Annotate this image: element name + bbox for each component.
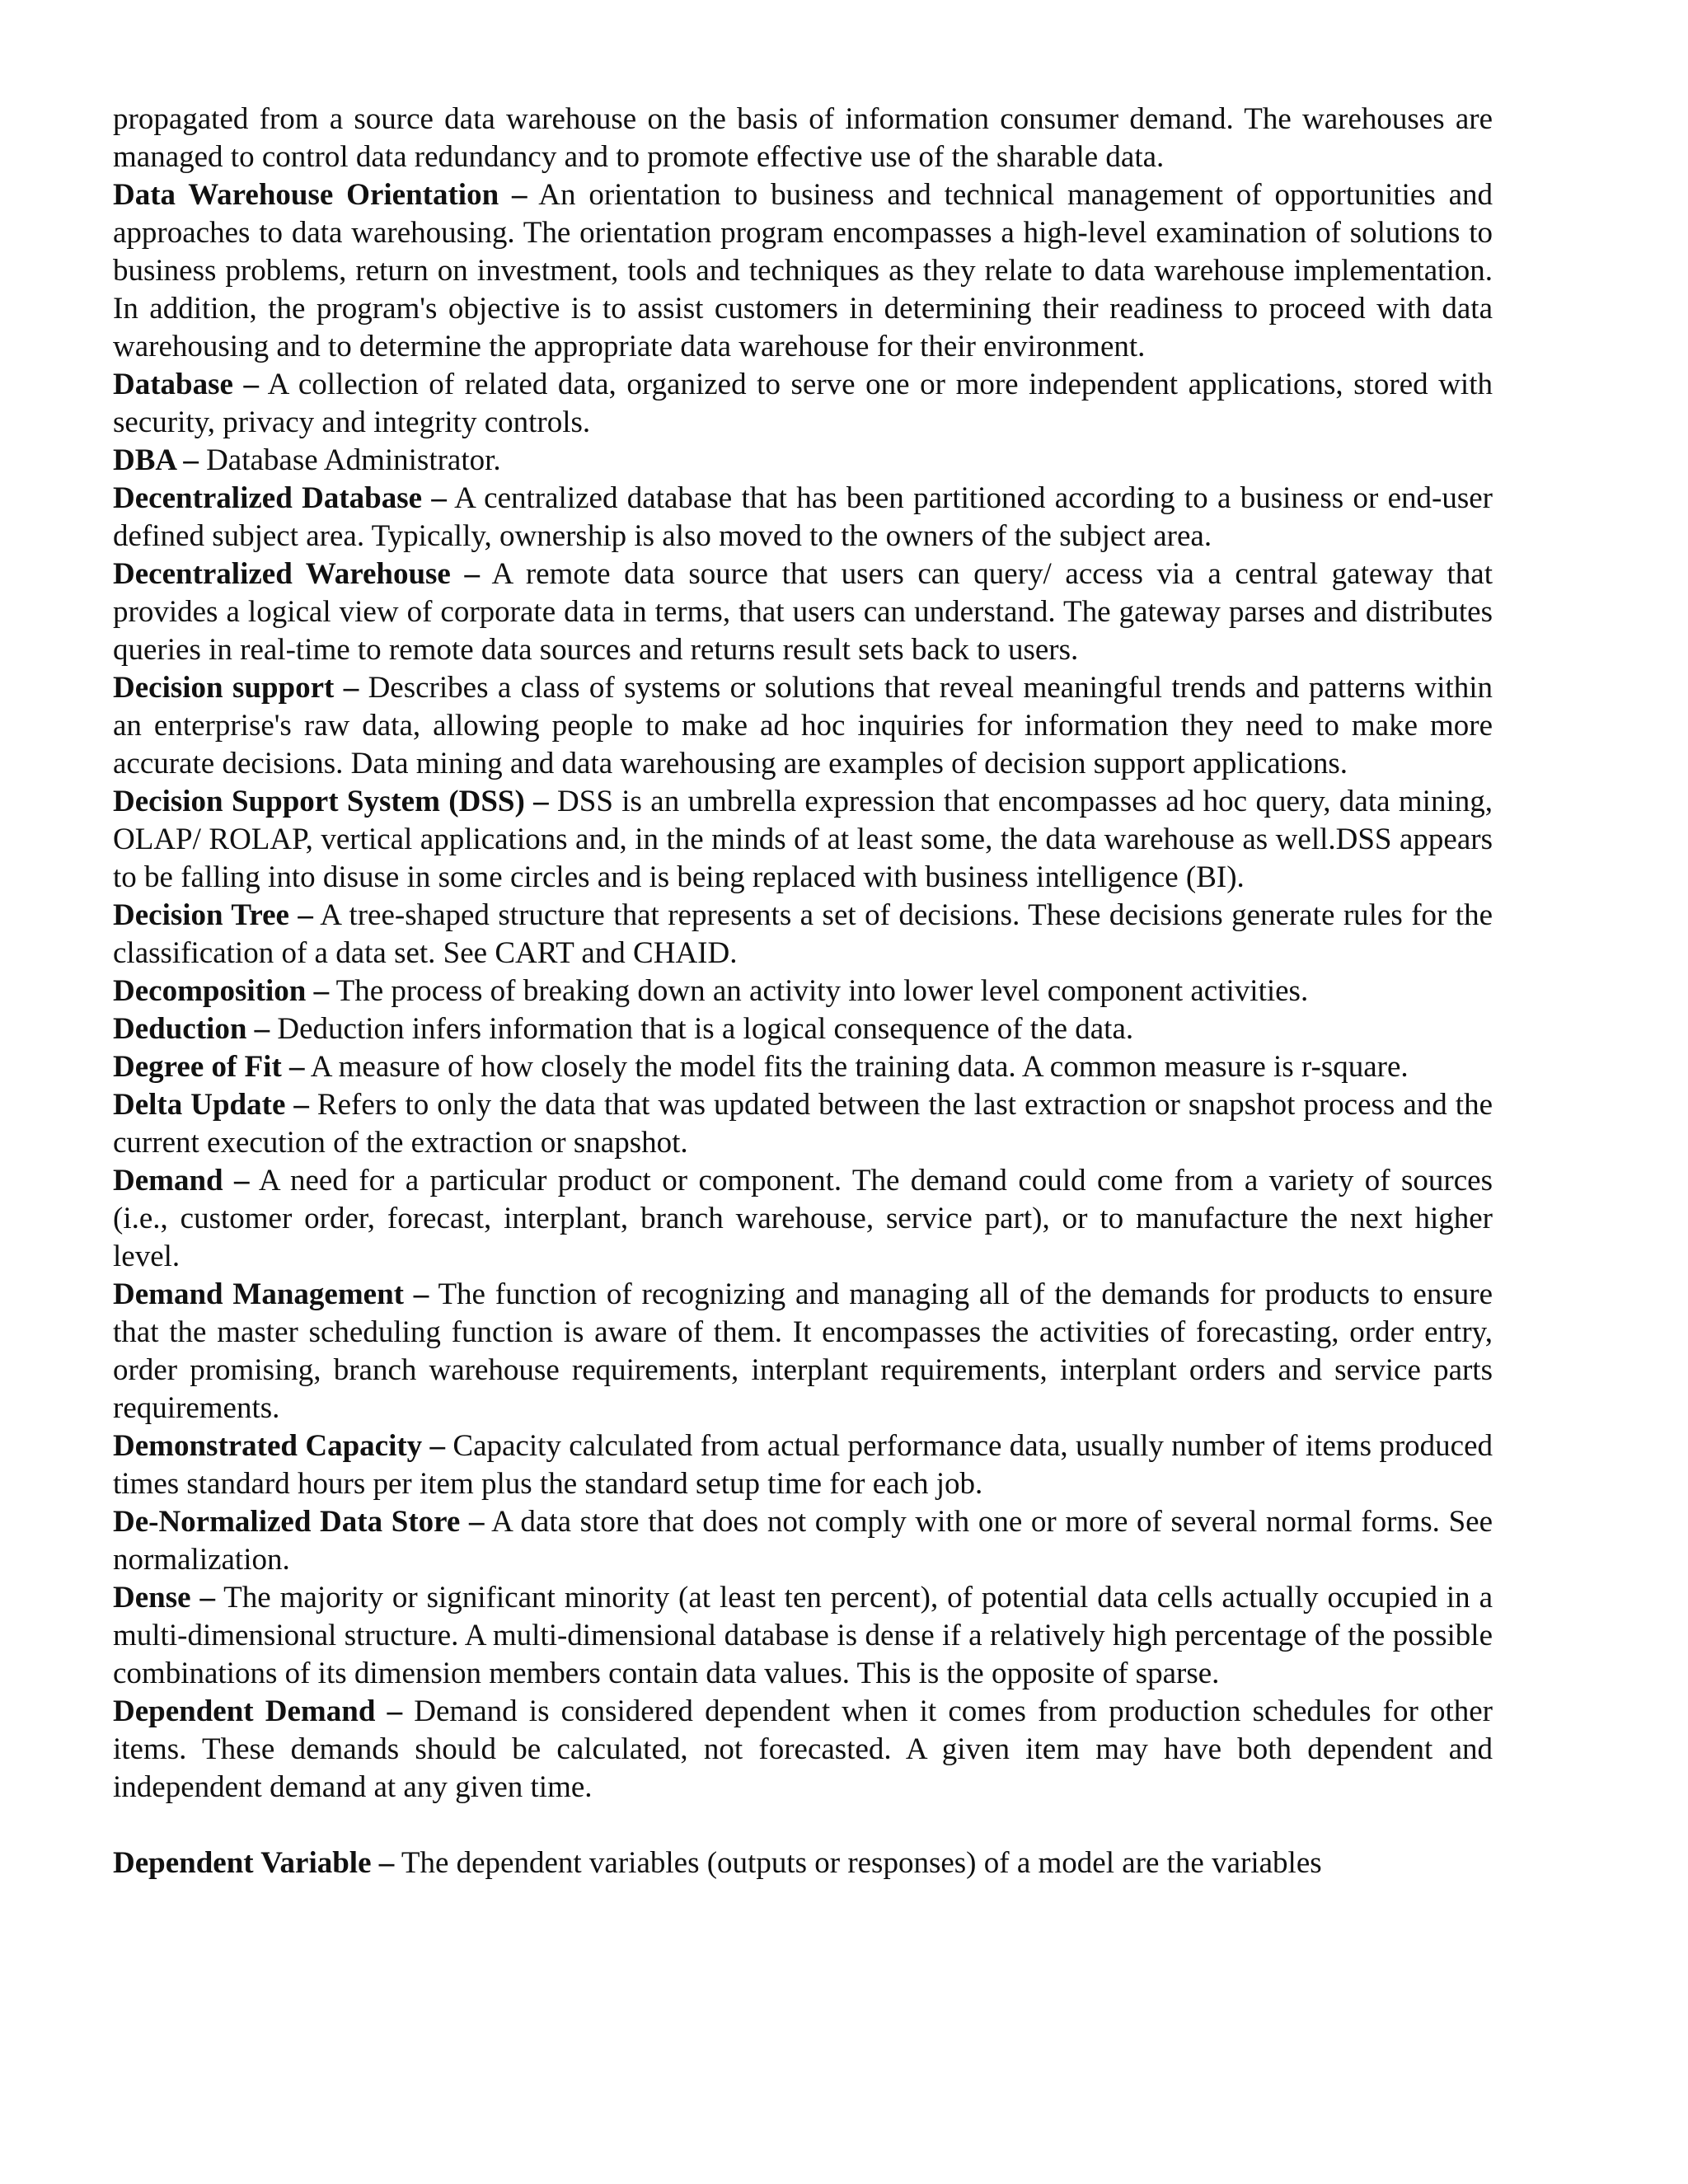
glossary-term: DBA – — [113, 443, 199, 477]
glossary-entry-database — [113, 366, 1493, 442]
glossary-definition: Demand is considered dependent when it comes from production schedules for other items. These demands should be calculated, not forecasted. A given item may have both dependent and independent demand at any given time. — [113, 1694, 1493, 1804]
glossary-term: Decision support – — [113, 671, 359, 705]
glossary-definition: An orientation to business and technical management of opportunities and approaches to data warehousing. The orientation program encompasses a high-level examination of solutions to business problems, return on investment, tools and techniques as they relate to data warehouse implementation. In addition, the program's objective is to assist customers in determining their readiness to proceed with data warehousing and to determine the appropriate data warehouse for their environment. — [113, 178, 1493, 363]
glossary-term: Decomposition – — [113, 974, 330, 1008]
glossary-term: De-Normalized Data Store – — [113, 1505, 485, 1539]
glossary-term: Demand – — [113, 1164, 250, 1197]
glossary-entry-de-normalized-data-store — [113, 1503, 1493, 1579]
glossary-definition: A collection of related data, organized to serve one or more independent applications, stored with security, privacy and integrity controls. — [113, 368, 1493, 439]
glossary-definition: A centralized database that has been partitioned according to a business or end-user defined subject area. Typically, ownership is also moved to the owners of the subject area. — [113, 481, 1493, 553]
glossary-term: Database – — [113, 368, 260, 401]
glossary-definition: Deduction infers information that is a logical consequence of the data. — [270, 1012, 1134, 1046]
glossary-term: Dependent Variable – — [113, 1846, 395, 1880]
glossary-term: Demonstrated Capacity – — [113, 1429, 446, 1463]
glossary-definition: The process of breaking down an activity into lower level component activities. — [329, 974, 1309, 1008]
glossary-term: Degree of Fit – — [113, 1050, 305, 1084]
glossary-term: Demand Management – — [113, 1277, 429, 1311]
glossary-entry-demand — [113, 1162, 1493, 1276]
glossary-entry-deduction — [113, 1010, 1493, 1048]
glossary-term: Decentralized Database – — [113, 481, 447, 515]
glossary-definition: A tree-shaped structure that represents a set of decisions. These decisions generate rules for the classification of a data set. See CART and CHAID. — [113, 898, 1493, 970]
glossary-entry-data-warehouse-orientation — [113, 176, 1493, 366]
glossary-definition: Capacity calculated from actual performance data, usually number of items produced times standard hours per item plus the standard setup time for each job. — [113, 1429, 1493, 1501]
glossary-entry-dependent-demand — [113, 1693, 1493, 1807]
glossary-entry-decision-support-system — [113, 783, 1493, 897]
glossary-term: Decentralized Warehouse – — [113, 557, 480, 591]
glossary-entry-dependent-variable — [113, 1844, 1493, 1882]
glossary-definition: Refers to only the data that was updated between the last extraction or snapshot process and the current execution of the extraction or snapshot. — [113, 1088, 1493, 1160]
glossary-entry-decentralized-warehouse — [113, 555, 1493, 669]
glossary-entry-dba — [113, 442, 1493, 480]
glossary-term: Decision Support System (DSS) – — [113, 785, 549, 818]
glossary-entry-decision-support — [113, 669, 1493, 783]
glossary-entry-delta-update — [113, 1086, 1493, 1162]
glossary-term: Dependent Demand – — [113, 1694, 403, 1728]
glossary-term: Dense – — [113, 1581, 215, 1615]
glossary-entry-degree-of-fit — [113, 1048, 1493, 1086]
glossary-term: Decision Tree – — [113, 898, 313, 932]
glossary-term: Delta Update – — [113, 1088, 309, 1122]
glossary-definition: The majority or significant minority (at least ten percent), of potential data cells actually occupied in a multi-dimensional structure. A multi-dimensional database is dense if a relatively high percentage of the possible combinations of its dimension members contain data values. This is the opposite of sparse. — [113, 1581, 1493, 1690]
glossary-definition: The function of recognizing and managing all of the demands for products to ensure that the master scheduling function is aware of them. It encompasses the activities of forecasting, order entry, order promising, branch warehouse requirements, interplant requirements, interplant orders and service parts requirements. — [113, 1277, 1493, 1425]
intro-paragraph: propagated from a source data warehouse on the basis of information consumer demand. The warehouses are managed to control data redundancy and to promote effective use of the sharable data. — [113, 102, 1493, 174]
glossary-entry-decomposition — [113, 972, 1493, 1010]
glossary-page — [113, 101, 1493, 1882]
glossary-term: Data Warehouse Orientation – — [113, 178, 528, 212]
glossary-entry-dense — [113, 1579, 1493, 1693]
glossary-entry-demonstrated-capacity — [113, 1427, 1493, 1503]
glossary-definition: DSS is an umbrella expression that encompasses ad hoc query, data mining, OLAP/ ROLAP, vertical applications and, in the minds of at least some, the data warehouse as well.DSS appears to be falling into disuse in some circles and is being replaced with business intelligence (BI). — [113, 785, 1493, 894]
glossary-definition: A data store that does not comply with one or more of several normal forms. See normalization. — [113, 1505, 1493, 1577]
glossary-definition: A need for a particular product or component. The demand could come from a variety of sources (i.e., customer order, forecast, interplant, branch warehouse, service part), or to manufacture the next higher level. — [113, 1164, 1493, 1273]
glossary-term: Deduction – — [113, 1012, 270, 1046]
glossary-entry-decision-tree — [113, 897, 1493, 972]
glossary-definition: Database Administrator. — [198, 443, 501, 477]
glossary-definition: Describes a class of systems or solutions that reveal meaningful trends and patterns within an enterprise's raw data, allowing people to make ad hoc inquiries for information they need to make more accurate decisions. Data mining and data warehousing are examples of decision support applications. — [113, 671, 1493, 780]
glossary-definition: A measure of how closely the model fits the training data. A common measure is r-square. — [304, 1050, 1409, 1084]
glossary-definition: A remote data source that users can query/ access via a central gateway that provides a logical view of corporate data in terms, that users can understand. The gateway parses and distributes queries in real-time to remote data sources and returns result sets back to users. — [113, 557, 1493, 667]
glossary-entry-demand-management — [113, 1276, 1493, 1427]
glossary-definition: The dependent variables (outputs or responses) of a model are the variables — [394, 1846, 1322, 1880]
glossary-entry-decentralized-database — [113, 480, 1493, 555]
